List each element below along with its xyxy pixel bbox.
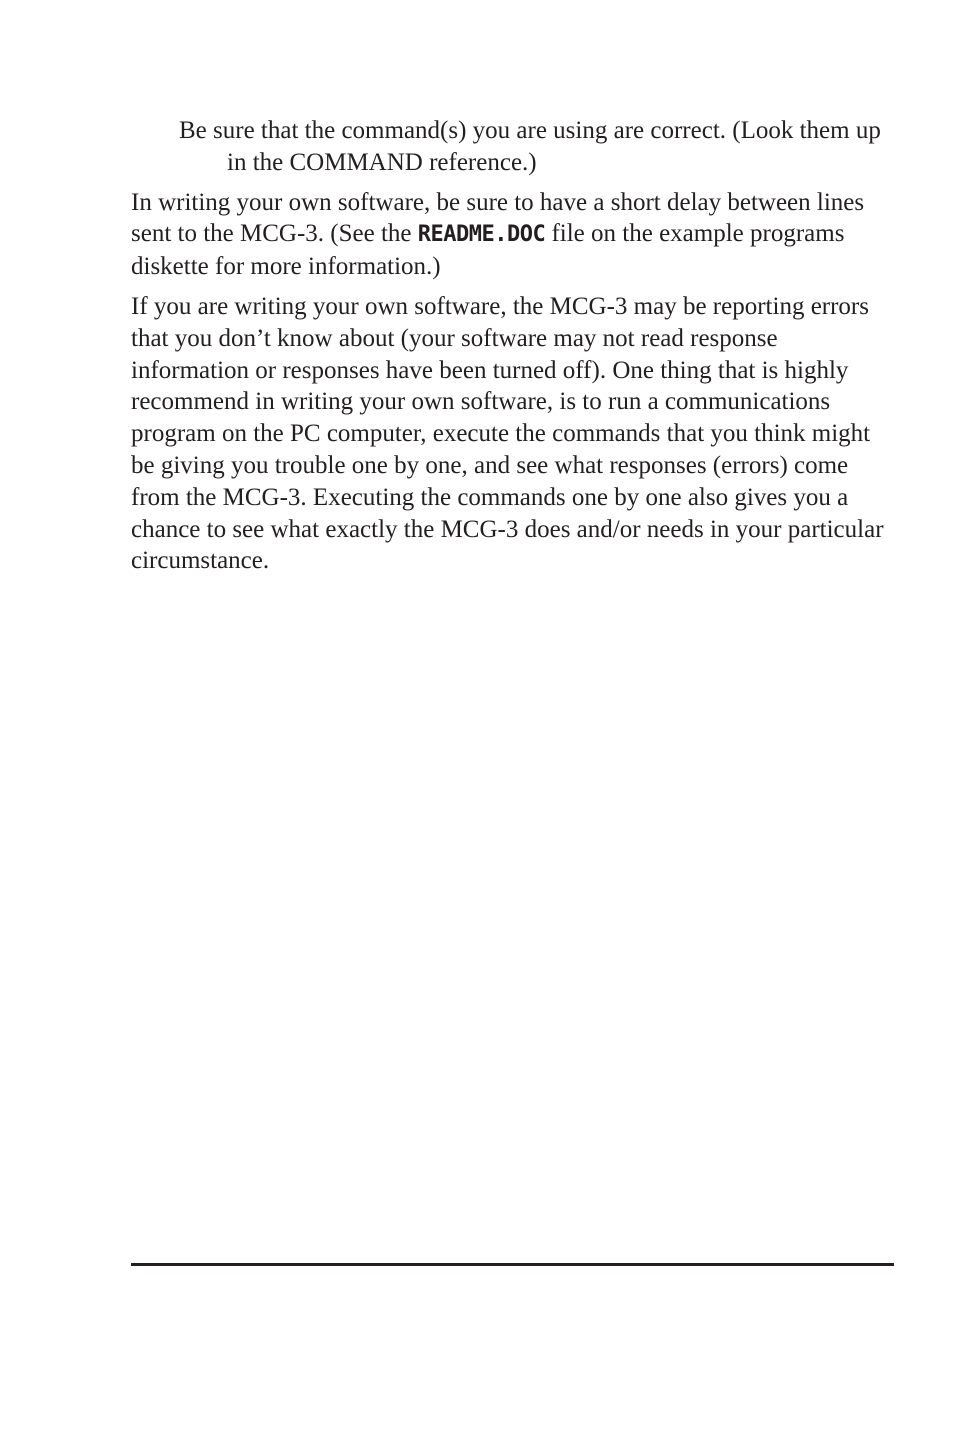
delay-note-text-end: file on the example programs diskette for more information.): [131, 220, 845, 281]
paragraph-delay-note: [131, 187, 896, 283]
readme-filename: README.DOC: [417, 222, 546, 248]
footer-divider: [131, 1263, 894, 1266]
paragraph-command-check: Be sure that the command(s) you are using are correct. (Look them up in the COMMAND reference.): [179, 117, 881, 176]
delay-note-text-start: In writing your own software, be sure to have a short delay between lines sent to the MCG-3. (See the: [131, 188, 865, 248]
body-text: [131, 115, 896, 585]
paragraph-error-reporting: If you are writing your own software, the MCG-3 may be reporting errors that you don’t know about (your software may not read response information or responses have been turned off). One thing that is highly recommend in writing your own software, is to run a communications program on the PC computer, execute the commands that you think might be giving you trouble one by one, and see what responses (errors) come from the MCG-3. Executing the commands one by one also gives you a chance to see what exactly the MCG-3 does and/or needs in your particular circumstance.: [131, 292, 884, 575]
